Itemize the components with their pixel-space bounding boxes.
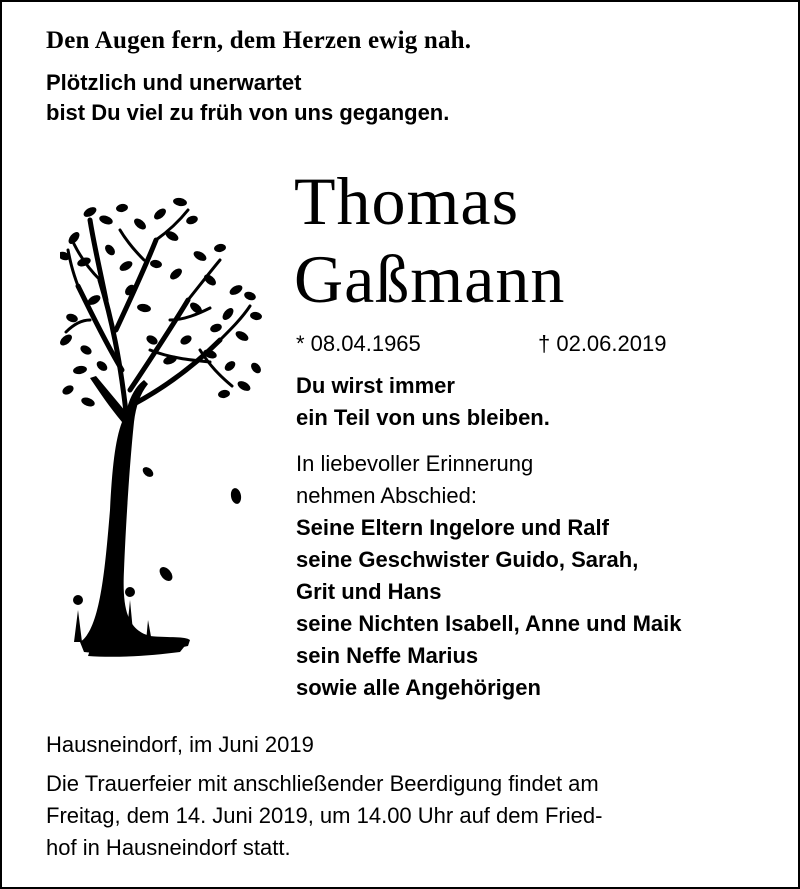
first-name: Thomas bbox=[294, 163, 520, 239]
mourner-line: sowie alle Angehörigen bbox=[296, 675, 541, 700]
mourner-line: Grit und Hans bbox=[296, 579, 442, 604]
quote bbox=[296, 370, 550, 434]
farewell-block bbox=[296, 448, 682, 704]
funeral-notice bbox=[46, 768, 776, 864]
tree-silhouette-icon bbox=[60, 190, 270, 680]
motto: Den Augen fern, dem Herzen ewig nah. bbox=[46, 27, 472, 54]
notice-line-2: Freitag, dem 14. Juni 2019, um 14.00 Uhr auf dem Fried- bbox=[46, 803, 603, 828]
mourner-line: seine Geschwister Guido, Sarah, bbox=[296, 547, 639, 572]
place-date: Hausneindorf, im Juni 2019 bbox=[46, 732, 314, 757]
death-date: † 02.06.2019 bbox=[538, 331, 667, 356]
farewell-line-2: nehmen Abschied: bbox=[296, 483, 478, 508]
quote-line-2: ein Teil von uns bleiben. bbox=[296, 405, 550, 430]
intro-line-1: Plötzlich und unerwartet bbox=[46, 70, 302, 95]
intro-line-2: bist Du viel zu früh von uns gegangen. bbox=[46, 100, 450, 125]
intro-text bbox=[46, 68, 449, 128]
mourner-line: Seine Eltern Ingelore und Ralf bbox=[296, 515, 609, 540]
notice-line-1: Die Trauerfeier mit anschließender Beerdigung findet am bbox=[46, 771, 599, 796]
last-name: Gaßmann bbox=[294, 241, 566, 317]
farewell-line-1: In liebevoller Erinnerung bbox=[296, 451, 534, 476]
birth-date: * 08.04.1965 bbox=[296, 331, 421, 356]
notice-line-3: hof in Hausneindorf statt. bbox=[46, 835, 291, 860]
mourner-line: sein Neffe Marius bbox=[296, 643, 479, 668]
quote-line-1: Du wirst immer bbox=[296, 373, 455, 398]
mourner-line: seine Nichten Isabell, Anne und Maik bbox=[296, 611, 682, 636]
deceased-name bbox=[294, 162, 565, 318]
